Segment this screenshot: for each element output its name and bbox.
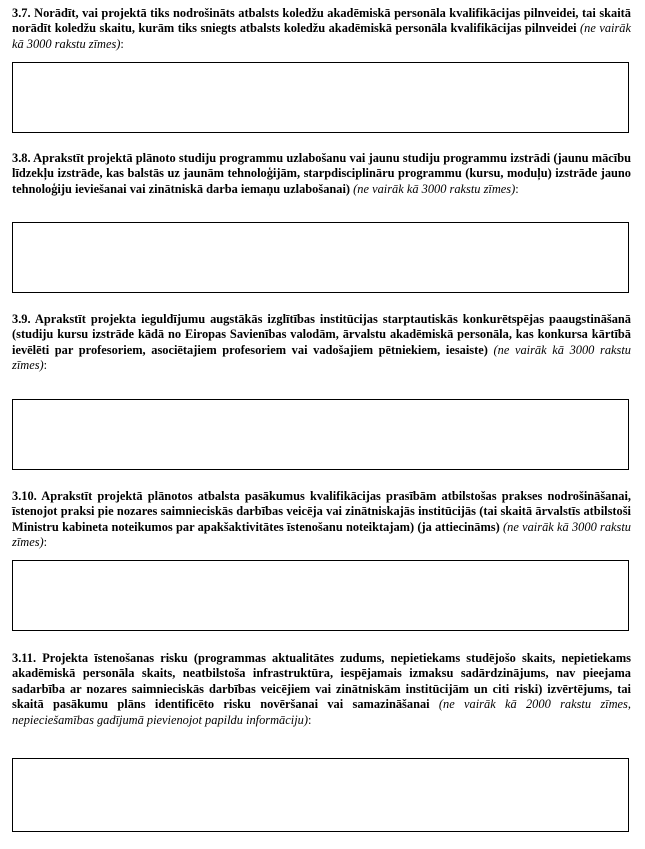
answer-box-3-9[interactable] — [12, 399, 629, 470]
question-text: Aprakstīt projektā plānotos atbalsta pasākumus kvalifikācijas prasībām atbilstošas prakses nodrošināšanai, īstenojot praksi pie nozares saimnieciskās darbības veicēja vai zinātniskajās institūcijās (tai skaitā ārvalstīs atbilstoši Ministru kabineta noteikumos par apakšaktivitātes īstenošanu noteiktajam) (ja attiecināms) — [12, 489, 631, 534]
question-3-10: 3.10. Aprakstīt projektā plānotos atbalsta pasākumus kvalifikācijas prasībām atbilstošas prakses nodrošināšanai, īstenojot praksi pie nozares saimnieciskās darbības veicēja vai zinātniskajās institūcijās (tai skaitā ārvalstīs atbilstoši Ministru kabineta noteikumos par apakšaktivitātes īstenošanu noteiktajam) (ja attiecināms) (ne vairāk kā 3000 rakstu zīmes): — [12, 489, 631, 550]
question-3-8: 3.8. Aprakstīt projektā plānoto studiju programmu uzlabošanu vai jaunu studiju programmu izstrādi (jaunu mācību līdzekļu izstrāde, kas balstās uz jaunām tehnoloģijām, starpdisciplināru programmu (kursu, moduļu) izstrāde jauno tehnoloģiju ieviešanai vai zinātniskā darba iemaņu uzlabošanai) (ne vairāk kā 3000 rakstu zīmes): — [12, 151, 631, 196]
question-number: 3.7. — [12, 6, 31, 20]
section-3-11 — [12, 651, 631, 728]
question-number: 3.9. — [12, 312, 31, 326]
question-text: Projekta īstenošanas risku (programmas aktualitātes zudums, nepietiekams studējošo skaits, nepietiekams akadēmiskā personāla skaits, neatbilstoša infrastruktūra, iespējamais izmaksu sadārdzinājums, nav pieejama sadarbība ar nozares saimnieciskās darbības veicējiem vai zinātniskām institūcijām un citi riski) izvērtējums, tai skaitā pasākumu plāns identificēto risku novēršanai vai samazināšanai — [12, 651, 631, 712]
answer-box-3-10[interactable] — [12, 560, 629, 631]
question-text: Norādīt, vai projektā tiks nodrošināts atbalsts koledžu akadēmiskā personāla kvalifikācijas pilnveidei, tai skaitā norādīt koledžu skaitu, kurām tiks sniegts atbalsts koledžu akadēmiskā personāla kvalifikācijas pilnveidei — [12, 6, 631, 36]
char-limit-hint: (ne vairāk kā 3000 rakstu zīmes) — [12, 519, 631, 550]
question-text: Aprakstīt projekta ieguldījumu augstākās izglītības institūcijas starptautiskās konkurētspējas paaugstināšanā (studiju kursu izstrāde kādā no Eiropas Savienības valodām, ārvalstu akadēmiskā personāla, kas konkursa kārtībā ievēlēti par profesoriem, asociētajiem profesoriem vai vadošajiem pētniekiem, iesaiste) — [12, 312, 631, 357]
question-number: 3.11. — [12, 651, 37, 665]
question-number: 3.10. — [12, 489, 37, 503]
char-limit-hint: (ne vairāk kā 2000 rakstu zīmes, nepieciešamības gadījumā pievienojot papildu informāciju) — [12, 697, 631, 727]
answer-box-3-7[interactable] — [12, 62, 629, 133]
section-3-7 — [12, 6, 631, 52]
question-3-11: 3.11. Projekta īstenošanas risku (programmas aktualitātes zudums, nepietiekams studējošo skaits, nepietiekams akadēmiskā personāla skaits, neatbilstoša infrastruktūra, iespējamais izmaksu sadārdzinājums, nav pieejama sadarbība ar nozares saimnieciskās darbības veicējiem vai zinātniskām institūcijām un citi riski) izvērtējums, tai skaitā pasākumu plāns identificēto risku novēršanai vai samazināšanai (ne vairāk kā 2000 rakstu zīmes, nepieciešamības gadījumā pievienojot papildu informāciju): — [12, 651, 631, 727]
question-text: Aprakstīt projektā plānoto studiju programmu uzlabošanu vai jaunu studiju programmu izstrādi (jaunu mācību līdzekļu izstrāde, kas balstās uz jaunām tehnoloģijām, starpdisciplināru programmu (kursu, moduļu) izstrāde jauno tehnoloģiju ieviešanai vai zinātniskā darba iemaņu uzlabošanai) — [12, 151, 631, 196]
char-limit-hint: (ne vairāk kā 3000 rakstu zīmes) — [12, 342, 631, 373]
section-3-10 — [12, 489, 631, 551]
section-3-8 — [12, 151, 631, 197]
question-3-7: 3.7. Norādīt, vai projektā tiks nodrošināts atbalsts koledžu akadēmiskā personāla kvalifikācijas pilnveidei, tai skaitā norādīt koledžu skaitu, kurām tiks sniegts atbalsts koledžu akadēmiskā personāla kvalifikācijas pilnveidei (ne vairāk kā 3000 rakstu zīmes): — [12, 6, 631, 51]
answer-box-3-8[interactable] — [12, 222, 629, 293]
answer-box-3-11[interactable] — [12, 758, 629, 832]
question-number: 3.8. — [12, 151, 31, 165]
char-limit-hint: (ne vairāk kā 3000 rakstu zīmes) — [12, 21, 631, 51]
char-limit-hint: (ne vairāk kā 3000 rakstu zīmes) — [353, 181, 516, 196]
question-3-9: 3.9. Aprakstīt projekta ieguldījumu augstākās izglītības institūcijas starptautiskās konkurētspējas paaugstināšanā (studiju kursu izstrāde kādā no Eiropas Savienības valodām, ārvalstu akadēmiskā personāla, kas konkursa kārtībā ievēlēti par profesoriem, asociētajiem profesoriem vai vadošajiem pētniekiem, iesaiste) (ne vairāk kā 3000 rakstu zīmes): — [12, 312, 631, 373]
section-3-9 — [12, 312, 631, 374]
